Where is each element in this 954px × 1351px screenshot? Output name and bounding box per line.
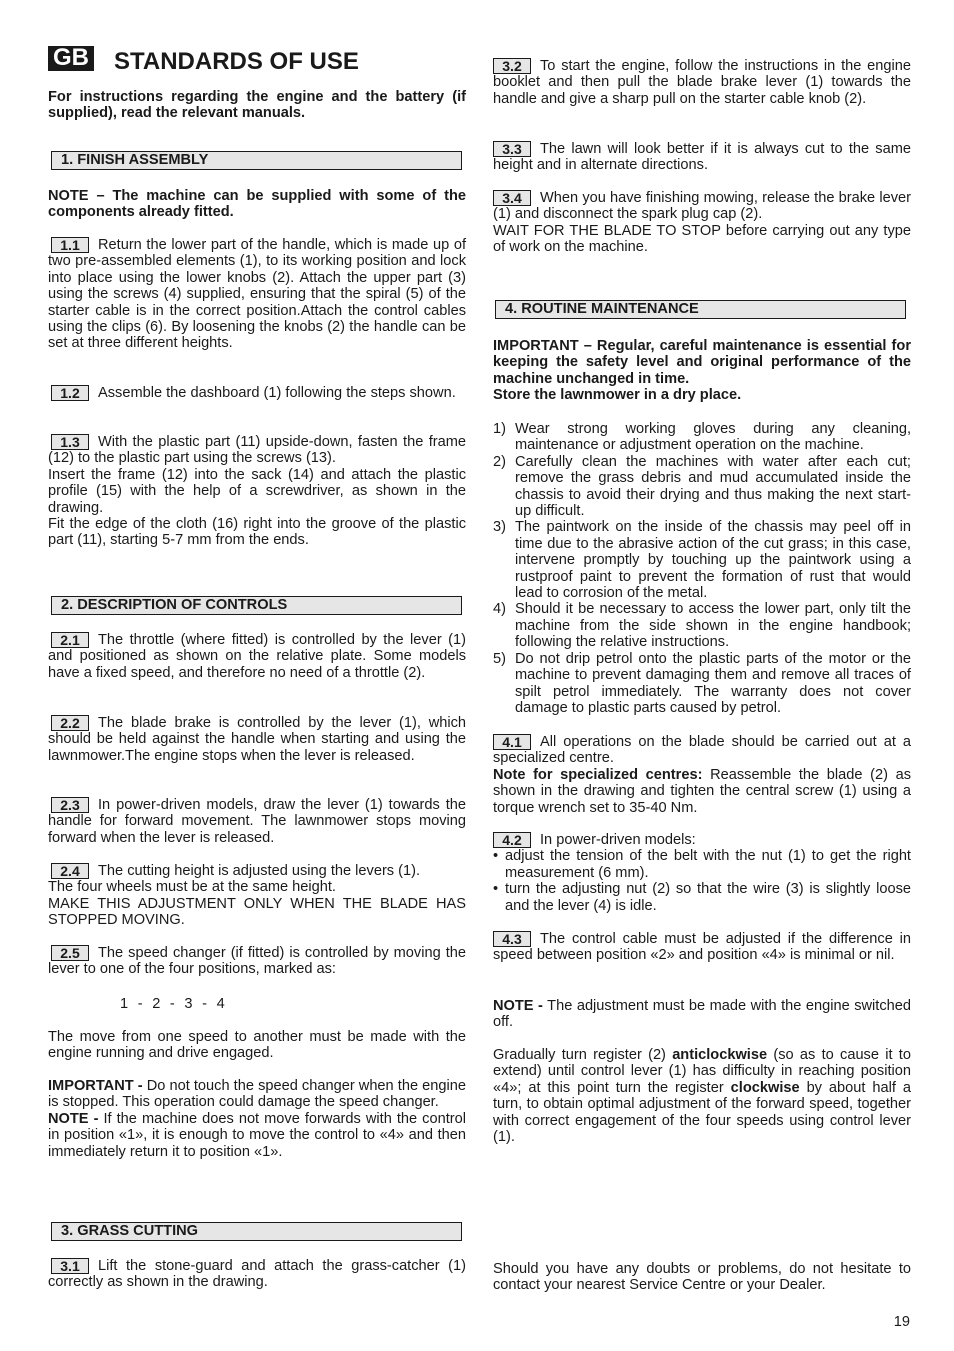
note-label: NOTE - <box>493 998 543 1014</box>
paragraph-text: The throttle (where fitted) is controlled by the lever (1) and positioned as shown on the relative plate. Some models have a fixed speed, and therefore no need of a throttle (2). <box>48 632 466 681</box>
step-number: 2.3 <box>51 797 89 813</box>
paragraph-2-3 <box>48 797 466 846</box>
maintenance-important <box>493 338 911 404</box>
paragraph-text: Fit the edge of the cloth (16) right into the groove of the plastic part (11), starting 5-7 mm from the ends. <box>48 516 466 549</box>
adjustment-note <box>493 998 911 1031</box>
s1-note: NOTE – The machine can be supplied with some of the components already fitted. <box>48 188 466 221</box>
list-item: • adjust the tension of the belt with the nut (1) to get the right measurement (6 mm). <box>493 848 911 881</box>
step-number: 1.3 <box>51 434 89 450</box>
step-number: 4.3 <box>493 931 531 947</box>
paragraph-2-5-speed: The move from one speed to another must be made with the engine running and drive engaged. <box>48 1029 466 1062</box>
section-header-routine-maintenance: 4. ROUTINE MAINTENANCE <box>495 300 906 319</box>
paragraph-text: The lawn will look better if it is always cut to the same height and in alternate directions. <box>493 141 911 174</box>
step-number: 1.1 <box>51 237 89 253</box>
paragraph-text: IMPORTANT – Regular, careful maintenance is essential for keeping the safety level and original performance of the machine unchanged in time. <box>493 338 911 387</box>
step-number: 3.3 <box>493 141 531 157</box>
paragraph-text: Store the lawnmower in a dry place. <box>493 387 742 404</box>
paragraph-1-1 <box>48 237 466 352</box>
paragraph-text: Reassemble the blade (2) as shown in the drawing and tighten the central screw (1) using a torque wrench set to 35-40 Nm. <box>493 766 911 816</box>
paragraph-text: Insert the frame (12) into the sack (14) and attach the plastic profile (15) with the help of a screwdriver, as shown in the drawing. <box>48 466 466 516</box>
paragraph-1-2 <box>48 385 466 401</box>
language-badge: GB <box>48 46 94 71</box>
page-number: 19 <box>893 1314 910 1330</box>
paragraph-text: All operations on the blade should be carried out at a specialized centre. <box>493 734 911 767</box>
register-instructions: Gradually turn register (2) anticlockwise (so as to cause it to extend) until control lever (1) has difficulty in reaching position «4»; at this point turn the register clockwise by about half a turn, to obtain optimal adjustment of the forward speed, together with correct engagement of the four speeds using control lever (1). <box>493 1047 911 1146</box>
paragraph-3-4 <box>493 190 911 256</box>
speed-positions: 1 - 2 - 3 - 4 <box>120 996 226 1012</box>
list-item: 1) Wear strong working gloves during any cleaning, maintenance or adjustment operation on the machine. <box>493 421 911 454</box>
list-item: 4) Should it be necessary to access the lower part, only tilt the machine from the side shown in the engine handbook; following the relative instructions. <box>493 601 911 651</box>
paragraph-text: Lift the stone-guard and attach the grass-catcher (1) correctly as shown in the drawing. <box>48 1258 466 1291</box>
section-header-description-of-controls: 2. DESCRIPTION OF CONTROLS <box>51 596 462 615</box>
paragraph-text: The adjustment must be made with the engine switched off. <box>493 998 911 1031</box>
paragraph-text: The speed changer (if fitted) is controlled by moving the lever to one of the four positions, marked as: <box>48 945 466 978</box>
paragraph-3-1 <box>48 1258 466 1291</box>
paragraph-text: MAKE THIS ADJUSTMENT ONLY WHEN THE BLADE HAS STOPPED MOVING. <box>48 895 466 929</box>
step-number: 2.2 <box>51 715 89 731</box>
intro-text: For instructions regarding the engine and the battery (if supplied), read the relevant manuals. <box>48 89 466 122</box>
paragraph-text: The cutting height is adjusted using the levers (1). <box>98 863 421 879</box>
paragraph-4-1 <box>493 734 911 816</box>
list-item: 3) The paintwork on the inside of the chassis may peel off in time due to the abrasive action of the cut grass; in this case, intervene promptly by touching up the paintwork using a rustproof paint to prevent the formation of rust that would lead to corrosion of the metal. <box>493 519 911 602</box>
paragraph-text: WAIT FOR THE BLADE TO STOP before carrying out any type of work on the machine. <box>493 222 911 256</box>
paragraph-2-5 <box>48 945 466 978</box>
step-number: 1.2 <box>51 385 89 401</box>
section-header-finish-assembly: 1. FINISH ASSEMBLY <box>51 151 462 170</box>
paragraph-text: In power-driven models: <box>540 832 696 848</box>
bullet-list <box>493 848 911 914</box>
paragraph-text: Do not touch the speed changer when the engine is stopped. This operation could damage the speed changer. <box>48 1078 466 1111</box>
paragraph-4-2 <box>493 832 911 914</box>
note-label: Note for specialized centres: <box>493 766 703 783</box>
step-number: 3.4 <box>493 190 531 206</box>
list-item: 2) Carefully clean the machines with water after each cut; remove the grass debris and mud accumulated inside the chassis to avoid their drying and thus making the next start-up difficult. <box>493 453 911 520</box>
paragraph-text: Assemble the dashboard (1) following the steps shown. <box>98 385 456 401</box>
maintenance-list <box>493 421 911 716</box>
paragraph-text: When you have finishing mowing, release the brake lever (1) and disconnect the spark plug cap (2). <box>493 190 911 223</box>
note-label: NOTE - <box>48 1110 99 1127</box>
step-number: 4.2 <box>493 832 531 848</box>
paragraph-text: To start the engine, follow the instructions in the engine booklet and then pull the blade brake lever (1) towards the handle and give a sharp pull on the starter cable knob (2). <box>493 58 911 107</box>
paragraph-text: The control cable must be adjusted if the difference in speed between position «2» and position «4» is minimal or nil. <box>493 931 911 964</box>
paragraph-3-3 <box>493 141 911 174</box>
step-number: 2.4 <box>51 863 89 879</box>
paragraph-2-4 <box>48 863 466 929</box>
section-header-grass-cutting: 3. GRASS CUTTING <box>51 1222 462 1241</box>
step-number: 2.5 <box>51 945 89 961</box>
paragraph-text: With the plastic part (11) upside-down, fasten the frame (12) to the plastic part using the screws (13). <box>48 434 466 467</box>
step-number: 2.1 <box>51 632 89 648</box>
step-number: 3.2 <box>493 58 531 74</box>
page-title: STANDARDS OF USE <box>114 48 359 75</box>
paragraph-text: The four wheels must be at the same height. <box>48 879 336 896</box>
paragraph-1-3 <box>48 434 466 549</box>
paragraph-2-1 <box>48 632 466 681</box>
important-label: IMPORTANT - <box>48 1078 143 1094</box>
paragraph-text: In power-driven models, draw the lever (1) towards the handle for forward movement. The lawnmower stops moving forward when the lever is released. <box>48 797 466 846</box>
list-item: 5) Do not drip petrol onto the plastic parts of the motor or the machine to prevent damaging them and remove all traces of spilt petrol immediately. The warranty does not cover damage to plastic parts caused by petrol. <box>493 650 911 716</box>
paragraph-4-3 <box>493 931 911 964</box>
paragraph-text: The blade brake is controlled by the lever (1), which should be held against the handle when starting and using the lawnmower.The engine stops when the lever is released. <box>48 715 466 764</box>
paragraph-2-2 <box>48 715 466 764</box>
step-number: 4.1 <box>493 734 531 750</box>
paragraph-text: If the machine does not move forwards with the control in position «1», it is enough to move the control to «4» and then immediately return it to position «1». <box>48 1110 466 1160</box>
step-number: 3.1 <box>51 1258 89 1274</box>
list-item: • turn the adjusting nut (2) so that the wire (3) is slightly loose and the lever (4) is idle. <box>493 881 911 914</box>
paragraph-3-2 <box>493 58 911 107</box>
paragraph-text: Return the lower part of the handle, which is made up of two pre-assembled elements (1), to its working position and lock into place using the lower knobs (2). Attach the upper part (3) using the screws (4) supplied, ensuring that the spiral (5) of the starter cable is in the correct position.Attach the control cables using the clips (6). By loosening the knobs (2) the handle can be set at three different heights. <box>48 237 466 352</box>
contact-footer: Should you have any doubts or problems, do not hesitate to contact your nearest Service Centre or your Dealer. <box>493 1261 911 1294</box>
important-note-speed <box>48 1078 466 1160</box>
